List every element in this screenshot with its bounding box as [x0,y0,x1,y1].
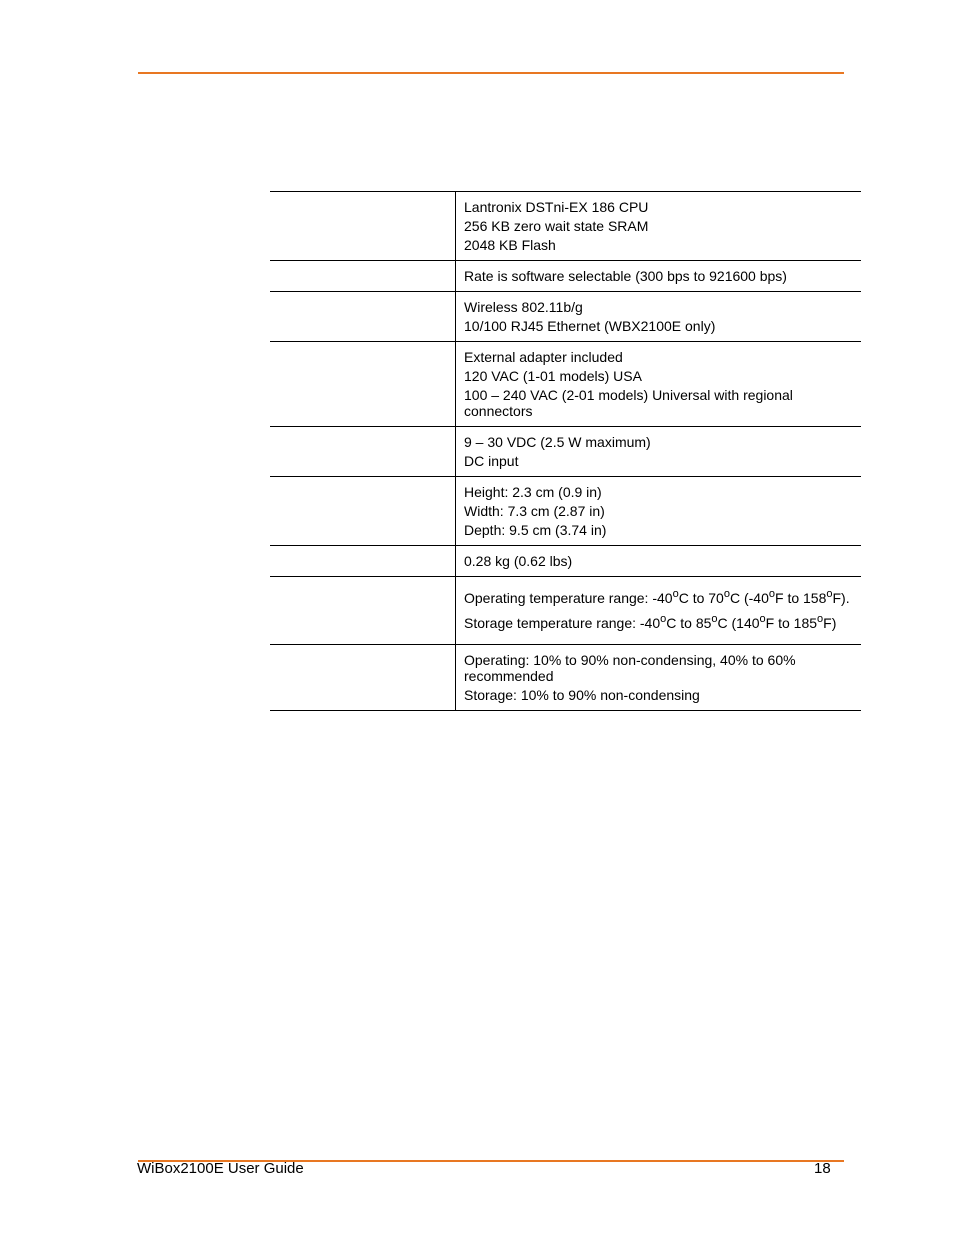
row-value-cell [456,477,862,546]
row-value-cell [456,192,862,261]
value-line: 120 VAC (1-01 models) USA [464,368,642,384]
row-value-cell [456,546,862,577]
header-rule [138,72,844,74]
value-line: Depth: 9.5 cm (3.74 in) [464,522,607,538]
value-line: DC input [464,453,519,469]
table-row [270,546,861,577]
storage-temperature-line: Storage temperature range: -40$^o$C to 85$^o$C (140$^o$F to 185$^o$F) [464,613,837,631]
value-line: 9 – 30 VDC (2.5 W maximum) [464,434,651,450]
table-row [270,477,861,546]
specifications-table [270,191,861,711]
row-value-cell [456,342,862,427]
value-line: 10/100 RJ45 Ethernet (WBX2100E only) [464,318,716,334]
value-line: 100 – 240 VAC (2-01 models) Universal with regional connectors [464,387,793,419]
value-line: 256 KB zero wait state SRAM [464,218,649,234]
value-line: Lantronix DSTni-EX 186 CPU [464,199,649,215]
row-value-cell [456,292,862,342]
table-row [270,192,861,261]
table-row [270,577,861,645]
operating-temperature-line: Operating temperature range: -40$^o$C to 70$^o$C (-40$^o$F to 158$^o$F). [464,588,850,606]
value-line: Wireless 802.11b/g [464,299,583,315]
row-label-cell [270,477,456,546]
table-row [270,261,861,292]
row-label-cell [270,645,456,711]
row-value-cell [456,577,862,645]
row-label-cell [270,342,456,427]
degree-symbol: o [672,588,679,600]
degree-symbol: o [817,613,824,625]
table-row [270,342,861,427]
degree-symbol: o [768,588,775,600]
degree-symbol: o [759,613,766,625]
row-label-cell [270,577,456,645]
page-number: 18 [814,1160,831,1177]
degree-symbol: o [723,588,730,600]
footer-title: WiBox2100E User Guide [137,1160,304,1177]
value-line: 2048 KB Flash [464,237,556,253]
value-line: 0.28 kg (0.62 lbs) [464,553,573,569]
degree-symbol: o [711,613,718,625]
row-value-cell [456,427,862,477]
table-row [270,427,861,477]
row-label-cell [270,427,456,477]
value-line: Height: 2.3 cm (0.9 in) [464,484,602,500]
degree-symbol: o [826,588,833,600]
table-row [270,645,861,711]
row-label-cell [270,261,456,292]
value-line: Width: 7.3 cm (2.87 in) [464,503,605,519]
row-label-cell [270,192,456,261]
value-line: Rate is software selectable (300 bps to 921600 bps) [464,268,787,284]
value-line: Storage: 10% to 90% non-condensing [464,687,700,703]
value-line: Operating: 10% to 90% non-condensing, 40% to 60% recommended [464,652,796,684]
table-row [270,292,861,342]
degree-symbol: o [660,613,667,625]
row-label-cell [270,546,456,577]
row-label-cell [270,292,456,342]
value-line: External adapter included [464,349,623,365]
row-value-cell [456,261,862,292]
row-value-cell [456,645,862,711]
